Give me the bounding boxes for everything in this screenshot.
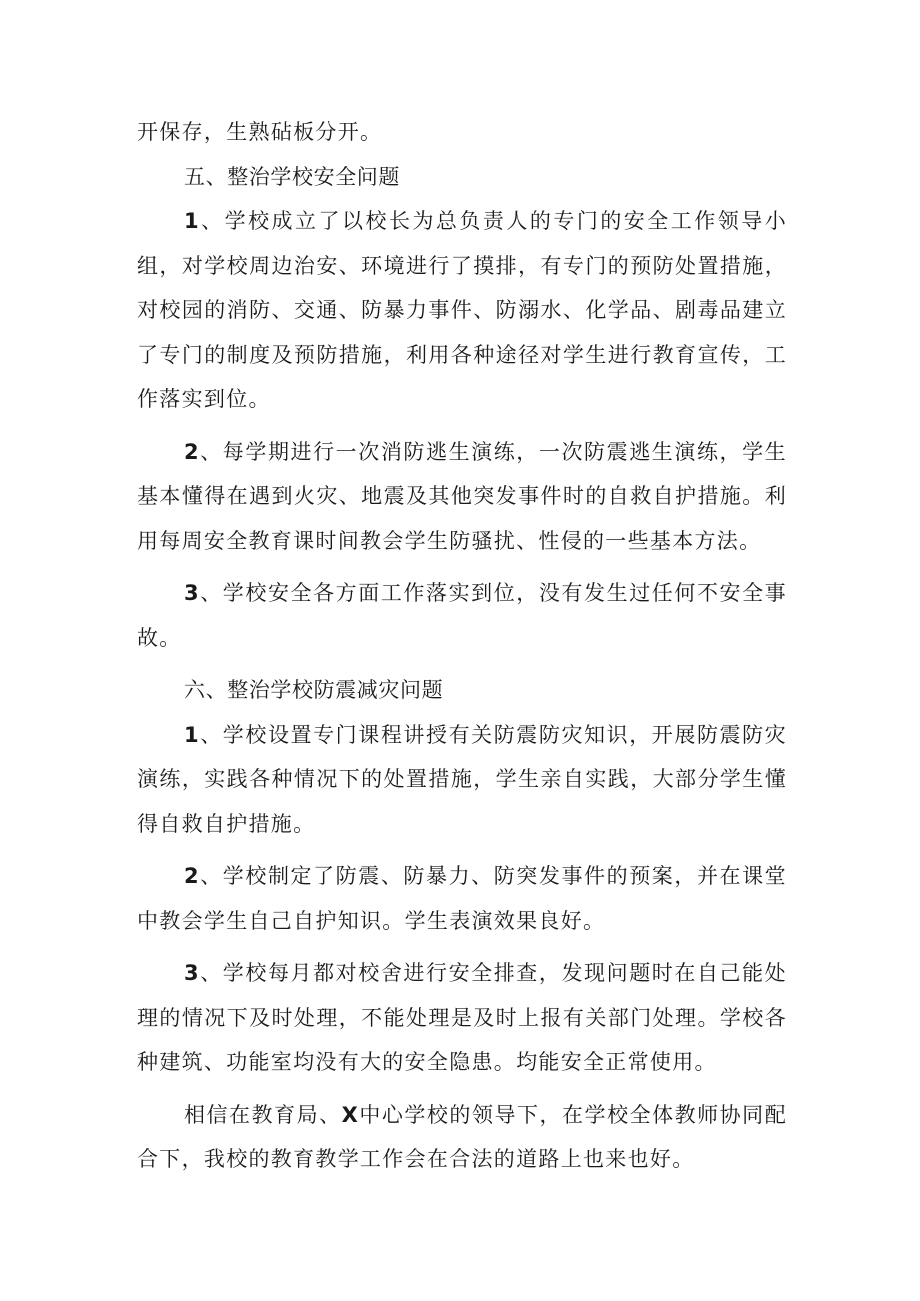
item-number: 1 bbox=[184, 209, 200, 233]
placeholder-x: X bbox=[341, 1102, 360, 1127]
heading-text: 五、整治学校安全问题 bbox=[184, 164, 400, 189]
paragraph-gap bbox=[137, 846, 787, 854]
section-heading-6 bbox=[137, 668, 787, 713]
paragraph-text: 、学校成立了以校长为总负责人的专门的安全工作领导小组，对学校周边治安、环境进行了摸排，有专门的预防处置措施，对校园的消防、交通、防暴力事件、防溺水、化学品、剧毒品建立了专门的制度及预防措施，利用各种途径对学生进行教育宣传，工作落实到位。 bbox=[137, 209, 787, 411]
paragraph-gap bbox=[137, 943, 787, 951]
item-number: 1 bbox=[184, 722, 200, 747]
paragraph-5-3 bbox=[137, 571, 787, 660]
paragraph-6-3 bbox=[137, 951, 787, 1085]
paragraph-text: 相信在教育局、 bbox=[184, 1102, 342, 1127]
paragraph-text: 开保存，生熟砧板分开。 bbox=[137, 120, 383, 144]
paragraph-5-1 bbox=[137, 199, 787, 422]
paragraph-gap bbox=[137, 660, 787, 668]
paragraph-text: 、学校制定了防震、防暴力、防突发事件的预案，并在课堂中教会学生自己自护知识。学生表演效果良好。 bbox=[137, 864, 787, 933]
paragraph-text: 、学校每月都对校舍进行安全排查，发现问题时在自己能处理的情况下及时处理，不能处理是及时上报有关部门处理。学校各种建筑、功能室均没有大的安全隐患。均能安全正常使用。 bbox=[137, 961, 787, 1074]
paragraph-gap bbox=[137, 1085, 787, 1093]
paragraph-6-1 bbox=[137, 713, 787, 847]
paragraph-5-2 bbox=[137, 430, 787, 564]
closing-paragraph bbox=[137, 1093, 787, 1182]
paragraph-gap bbox=[137, 422, 787, 430]
paragraph-continuation bbox=[137, 110, 787, 155]
item-number: 3 bbox=[184, 581, 200, 605]
section-heading-5 bbox=[137, 155, 787, 200]
paragraph-text: 、每学期进行一次消防逃生演练，一次防震逃生演练，学生基本懂得在遇到火灾、地震及其他突发事件时的自救自护措施。利用每周安全教育课时间教会学生防骚扰、性侵的一些基本方法。 bbox=[137, 439, 787, 553]
item-number: 3 bbox=[184, 961, 200, 985]
heading-text: 六、整治学校防震减灾问题 bbox=[184, 678, 444, 702]
paragraph-gap bbox=[137, 563, 787, 571]
paragraph-text: 、学校安全各方面工作落实到位，没有发生过任何不安全事故。 bbox=[137, 581, 787, 650]
paragraph-text: 中心学校的领导下，在学校全体教师协同配合下，我校的教育教学工作会在合法的道路上也来也好。 bbox=[137, 1102, 787, 1171]
paragraph-6-2 bbox=[137, 854, 787, 943]
item-number: 2 bbox=[184, 439, 200, 464]
item-number: 2 bbox=[184, 864, 200, 888]
paragraph-text: 、学校设置专门课程讲授有关防震防灾知识，开展防震防灾演练，实践各种情况下的处置措施，学生亲自实践，大部分学生懂得自救自护措施。 bbox=[137, 722, 787, 836]
document-body bbox=[137, 110, 787, 1182]
